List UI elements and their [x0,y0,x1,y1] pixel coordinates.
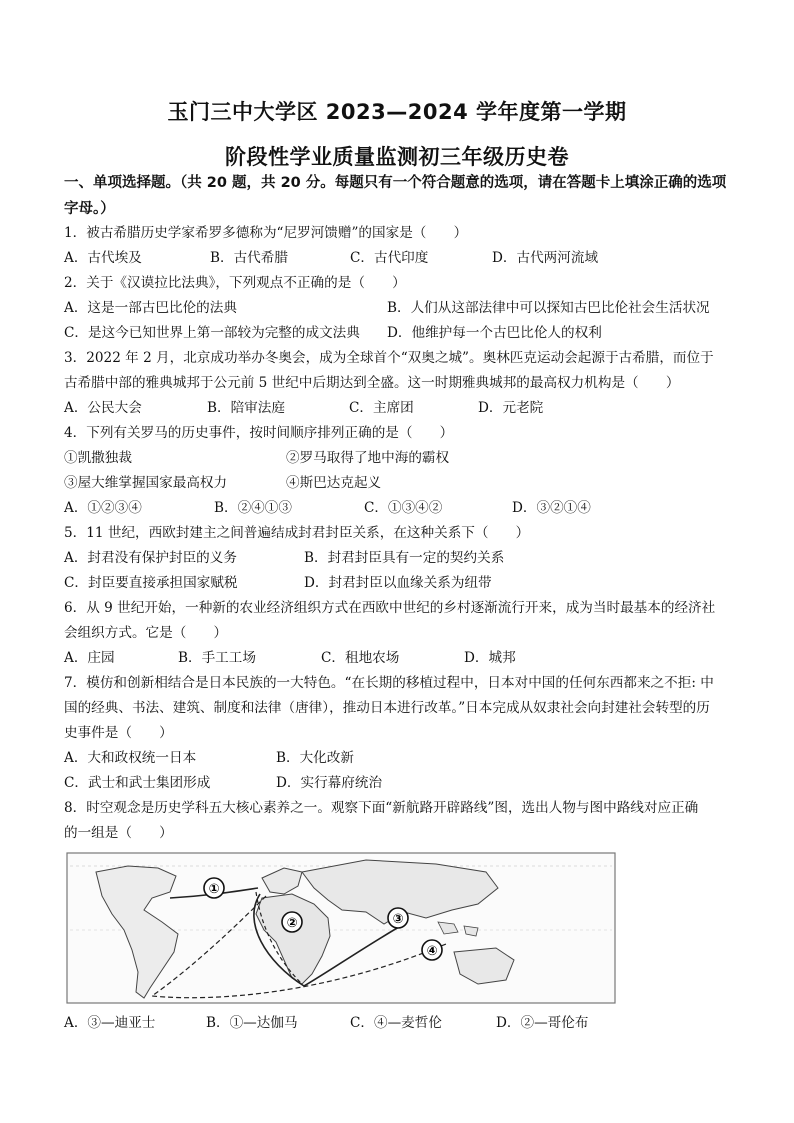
q8-option-a: A．③—迪亚士 [64,1015,156,1031]
q3-option-b: B．陪审法庭 [207,400,285,416]
q1-option-d: D．古代两河流域 [492,250,599,266]
exam-subtitle: 阶段性学业质量监测初三年级历史卷 [225,145,569,169]
question-3-stem-line-1: 3．2022 年 2 月，北京成功举办冬奥会，成为全球首个“双奥之城”。奥林匹克运动会起源于古希腊，而位于 [64,350,714,366]
q7-option-c: C．武士和武士集团形成 [64,775,211,791]
q2-option-b: B．人们从这部法律中可以探知古巴比伦社会生活状况 [387,300,710,316]
q5-option-a: A．封君没有保护封臣的义务 [64,550,237,566]
question-6-stem-line-2: 会组织方式。它是（ ） [64,625,228,641]
new-sea-routes-map [66,852,616,1004]
q4-item-3: ③屋大维掌握国家最高权力 [64,475,228,491]
q2-option-d: D．他维护每一个古巴比伦人的权利 [387,325,602,341]
q6-option-a: A．庄园 [64,650,115,666]
q4-option-b: B．②④①③ [214,500,292,516]
q5-option-c: C．封臣要直接承担国家赋税 [64,575,238,591]
question-7-stem-line-1: 7．模仿和创新相结合是日本民族的一大特色。“在长期的移植过程中，日本对中国的任何东西都来之不拒: 中 [64,675,714,691]
q6-option-c: C．租地农场 [321,650,400,666]
question-3-stem-line-2: 古希腊中部的雅典城邦于公元前 5 世纪中后期达到全盛。这一时期雅典城邦的最高权力机构是（ ） [64,375,680,391]
section-heading: 一、单项选择题。（共 20 题，共 20 分。每题只有一个符合题意的选项，请在答题卡上填涂正确的选项字母。） [64,175,727,217]
question-8-stem-line-1: 8．时空观念是历史学科五大核心素养之一。观察下面“新航路开辟路线”图，选出人物与图中路线对应正确 [64,800,699,816]
q3-option-c: C．主席团 [349,400,414,416]
question-4-stem: 4．下列有关罗马的历史事件，按时间顺序排列正确的是（ ） [64,425,454,441]
q4-item-2: ②罗马取得了地中海的霸权 [286,450,450,466]
route-marker-2-label: ② [286,916,298,931]
q4-item-1: ①凯撒独裁 [64,450,132,466]
q3-option-a: A．公民大会 [64,400,142,416]
q3-option-d: D．元老院 [478,400,544,416]
q8-option-c: C．④—麦哲伦 [350,1015,442,1031]
route-marker-3-label: ③ [392,912,404,927]
q4-option-a: A．①②③④ [64,500,142,516]
q4-item-4: ④斯巴达克起义 [286,475,382,491]
q8-option-b: B．①—达伽马 [206,1015,298,1031]
q7-option-d: D．实行幕府统治 [276,775,383,791]
q6-option-d: D．城邦 [464,650,516,666]
q5-option-b: B．封君封臣具有一定的契约关系 [304,550,505,566]
question-7-stem-line-2: 国的经典、书法、建筑、制度和法律（唐律），推动日本进行改革。”日本完成从奴隶社会向封建社会转型的历 [64,700,710,716]
q1-option-b: B．古代希腊 [210,250,288,266]
route-marker-1-label: ① [208,882,220,897]
q1-option-a: A．古代埃及 [64,250,142,266]
q1-option-c: C．古代印度 [350,250,429,266]
q8-option-d: D．②—哥伦布 [496,1015,589,1031]
q4-option-d: D．③②①④ [512,500,591,516]
question-6-stem-line-1: 6．从 9 世纪开始，一种新的农业经济组织方式在西欧中世纪的乡村逐渐流行开来，成为当时最基本的经济社 [64,600,716,616]
exam-title: 玉门三中大学区 2023—2024 学年度第一学期 [167,100,627,124]
question-5-stem: 5．11 世纪，西欧封建主之间普遍结成封君封臣关系，在这种关系下（ ） [64,525,530,541]
q5-option-d: D．封君封臣以血缘关系为纽带 [304,575,492,591]
q2-option-c: C．是这今已知世界上第一部较为完整的成文法典 [64,325,360,341]
q4-option-c: C．①③④② [364,500,443,516]
question-8-stem-line-2: 的一组是（ ） [64,825,173,841]
question-1-stem: 1．被古希腊历史学家希罗多德称为“尼罗河馈赠”的国家是（ ） [64,225,468,241]
question-7-stem-line-3: 史事件是（ ） [64,725,173,741]
q7-option-a: A．大和政权统一日本 [64,750,197,766]
q6-option-b: B．手工工场 [178,650,256,666]
q2-option-a: A．这是一部古巴比伦的法典 [64,300,237,316]
q7-option-b: B．大化改新 [276,750,354,766]
route-marker-4-label: ④ [426,944,438,959]
question-2-stem: 2．关于《汉谟拉比法典》，下列观点不正确的是（ ） [64,275,406,291]
